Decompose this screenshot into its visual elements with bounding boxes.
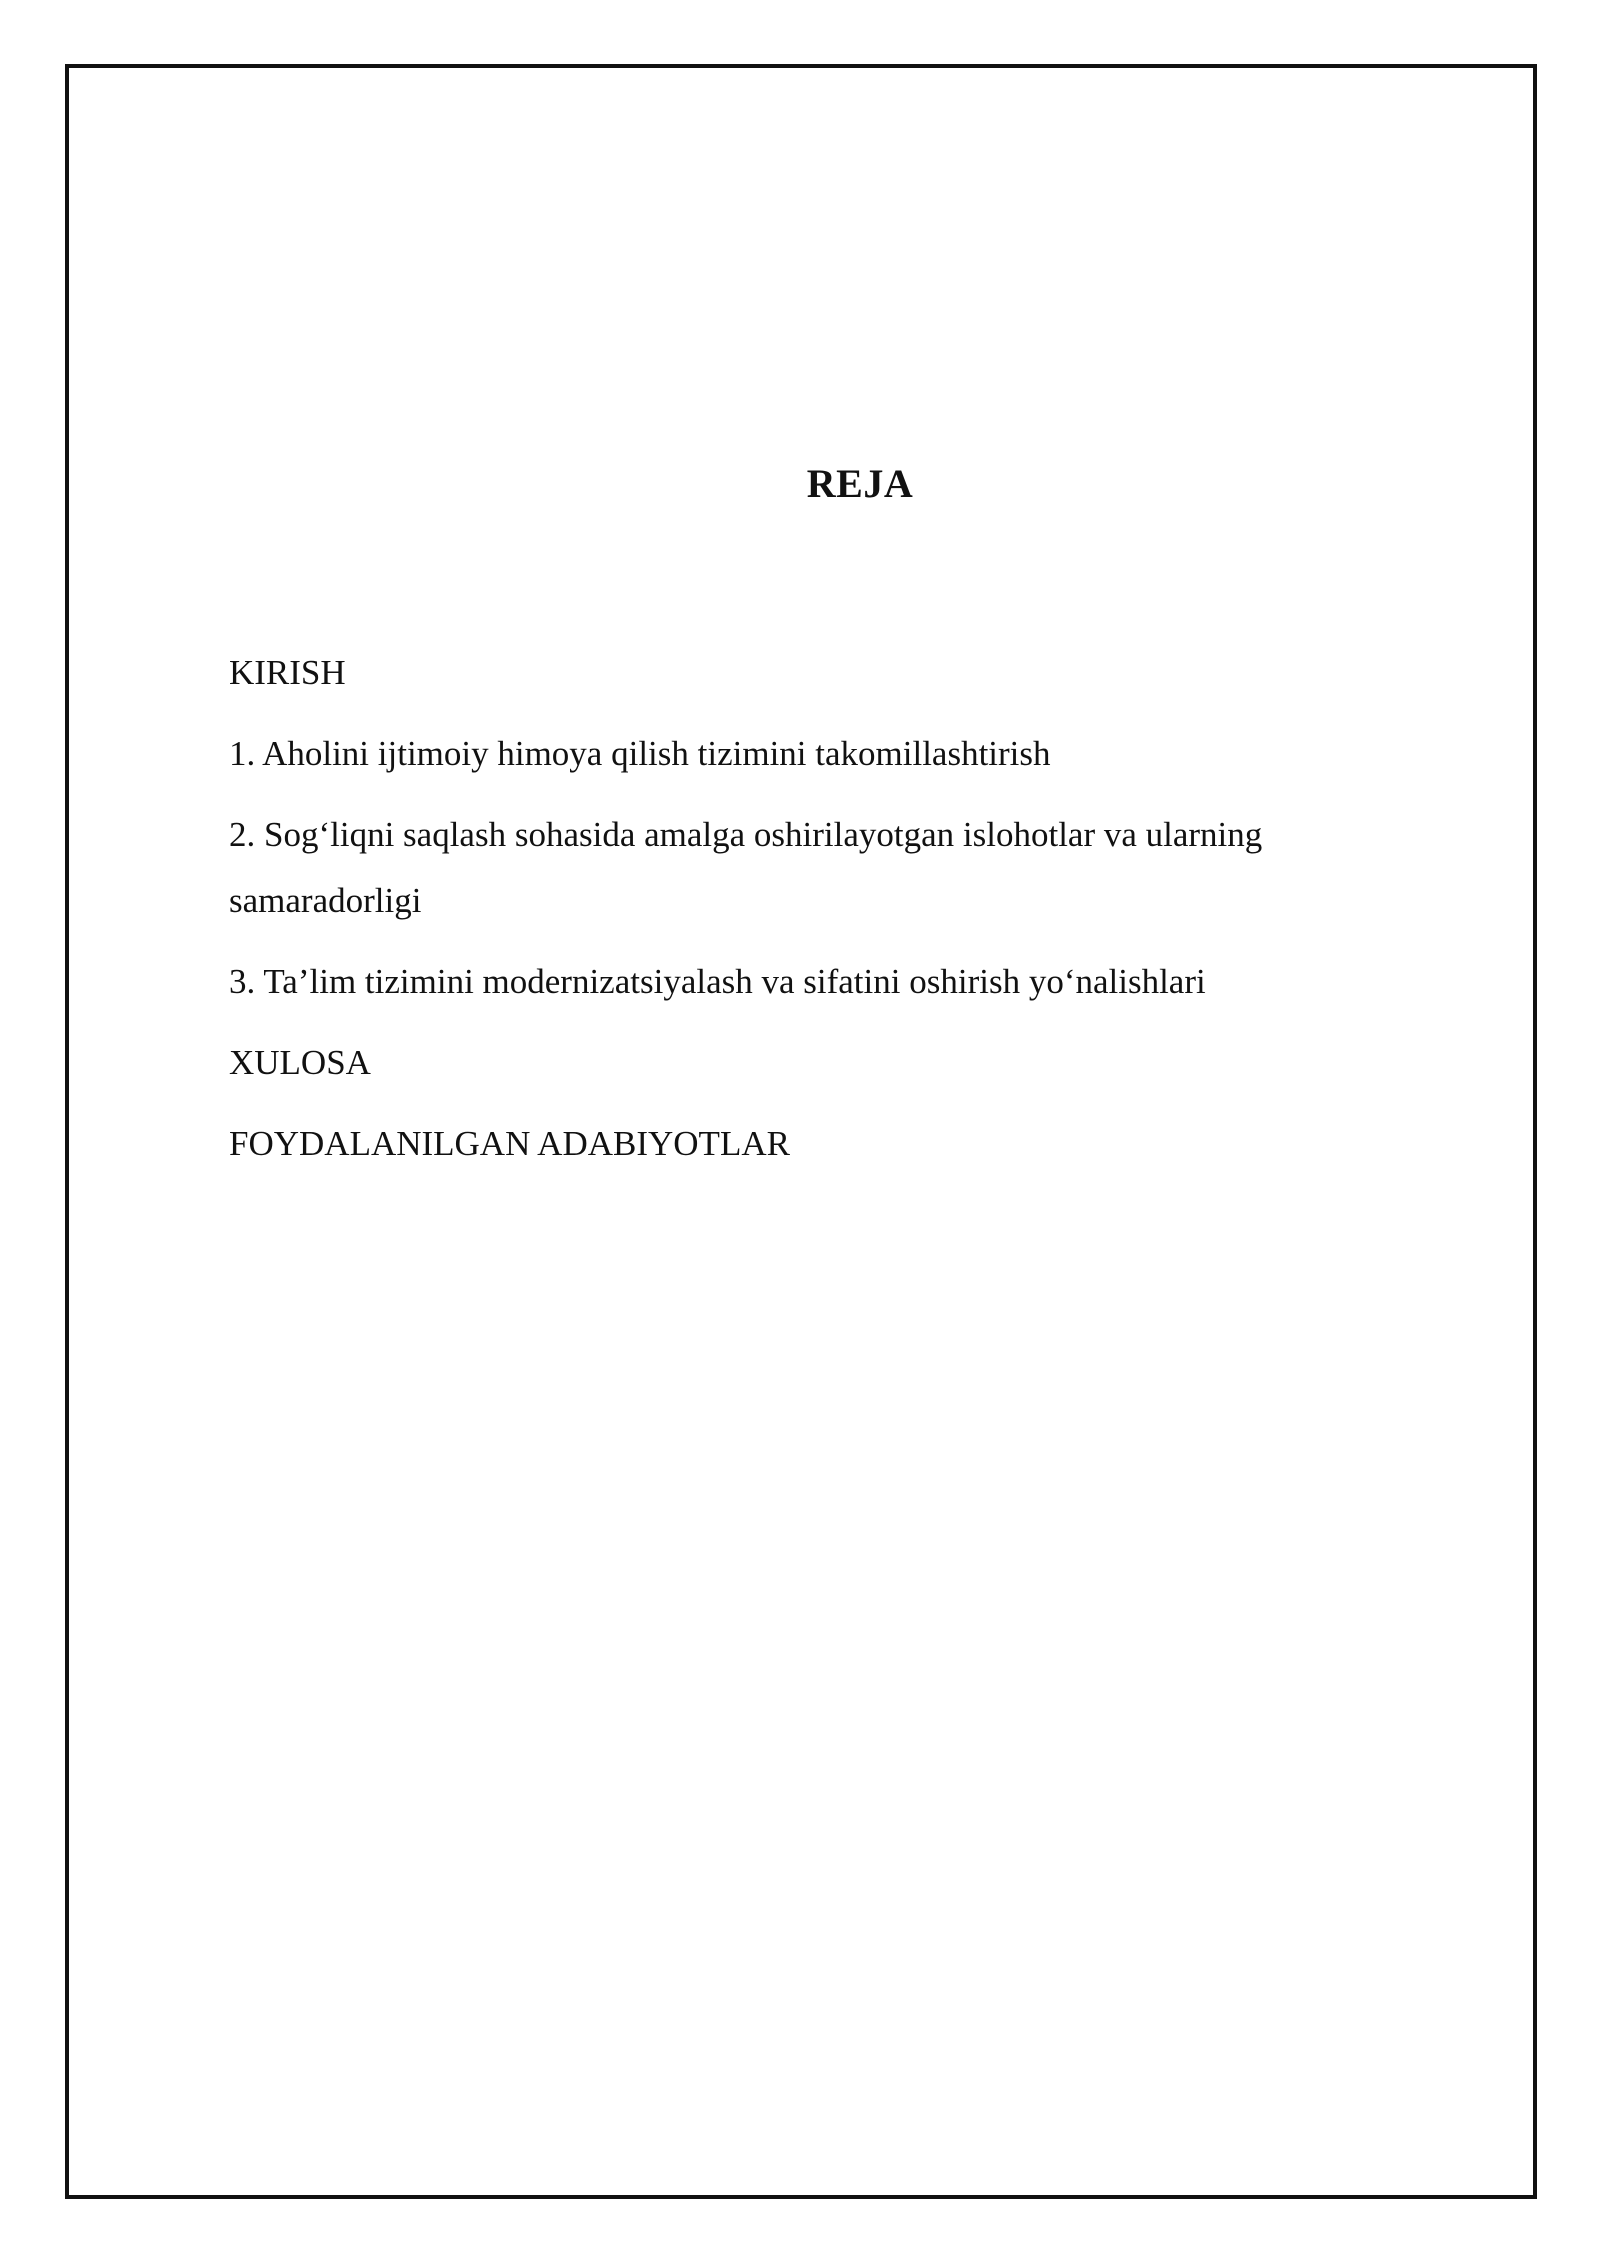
toc-item-introduction: KIRISH xyxy=(229,653,346,692)
table-of-contents xyxy=(229,640,1369,1192)
toc-item-1: 1. Aholini ijtimoiy himoya qilish tizimini takomillashtirish xyxy=(229,734,1051,773)
toc-item-references: FOYDALANILGAN ADABIYOTLAR xyxy=(229,1124,790,1163)
toc-item-2: 2. Sog‘liqni saqlash sohasida amalga oshirilayotgan islohotlar va ularning samaradorligi xyxy=(229,815,1263,920)
toc-item-conclusion: XULOSA xyxy=(229,1043,371,1082)
toc-item-3: 3. Ta’lim tizimini modernizatsiyalash va sifatini oshirish yo‘nalishlari xyxy=(229,962,1206,1001)
page-title: REJA xyxy=(806,461,914,506)
